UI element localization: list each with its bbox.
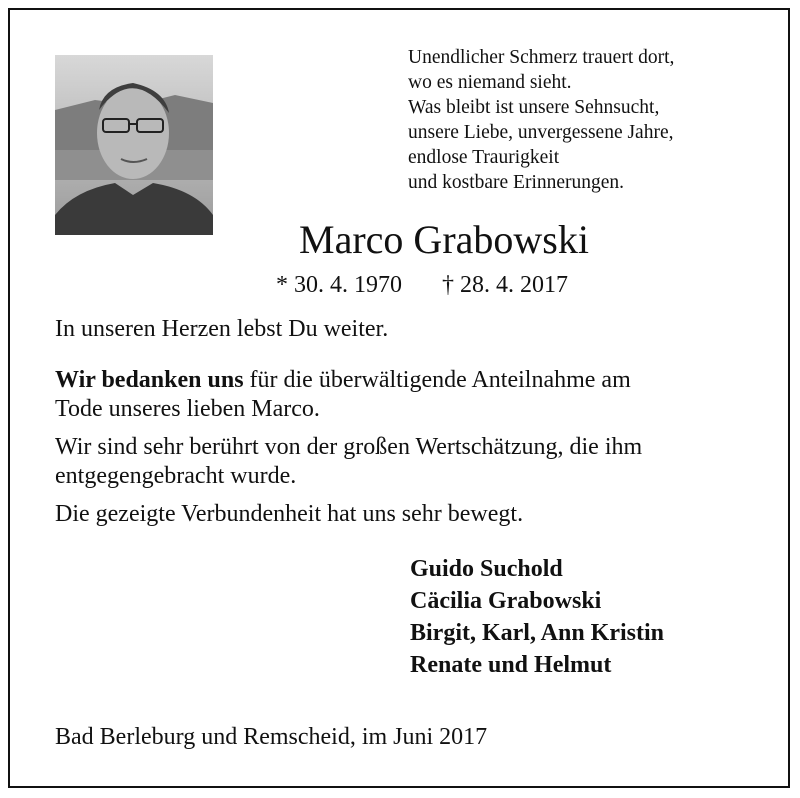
signer-name: Cäcilia Grabowski [410, 588, 602, 614]
touched-paragraph [55, 433, 755, 491]
thanks-emphasis: Wir bedanken uns [55, 367, 244, 393]
birth-date: * 30. 4. 1970 [276, 272, 402, 298]
thanks-line-2: Tode unseres lieben Marco. [55, 396, 320, 422]
deceased-name: Marco Grabowski [299, 217, 589, 262]
signers-list [410, 553, 664, 681]
life-dates [276, 270, 568, 300]
remembrance-line: In unseren Herzen lebst Du weiter. [55, 316, 389, 342]
portrait-image [55, 55, 213, 235]
touched-line-1: Wir sind sehr berührt von der großen Wertschätzung, die ihm [55, 434, 643, 460]
thanks-rest: für die überwältigende Anteilnahme am [243, 367, 631, 393]
poem-line: wo es niemand sieht. [408, 72, 572, 93]
poem [408, 45, 768, 195]
touched-line-2: entgegengebracht wurde. [55, 463, 297, 489]
death-date: † 28. 4. 2017 [442, 272, 568, 298]
message-text [55, 315, 755, 529]
place-and-date: Bad Berleburg und Remscheid, im Juni 2017 [55, 724, 488, 750]
portrait-photo [55, 55, 213, 235]
poem-line: Was bleibt ist unsere Sehnsucht, [408, 97, 660, 118]
poem-line: endlose Traurigkeit [408, 147, 560, 168]
poem-line: und kostbare Erinnerungen. [408, 172, 625, 193]
signer-name: Renate und Helmut [410, 652, 612, 678]
signer-name: Birgit, Karl, Ann Kristin [410, 620, 665, 646]
poem-line: unsere Liebe, unvergessene Jahre, [408, 122, 674, 143]
poem-line: Unendlicher Schmerz trauert dort, [408, 47, 675, 68]
signer-name: Guido Suchold [410, 556, 563, 582]
thanks-paragraph [55, 366, 755, 424]
solidarity-line: Die gezeigte Verbundenheit hat uns sehr bewegt. [55, 501, 524, 527]
